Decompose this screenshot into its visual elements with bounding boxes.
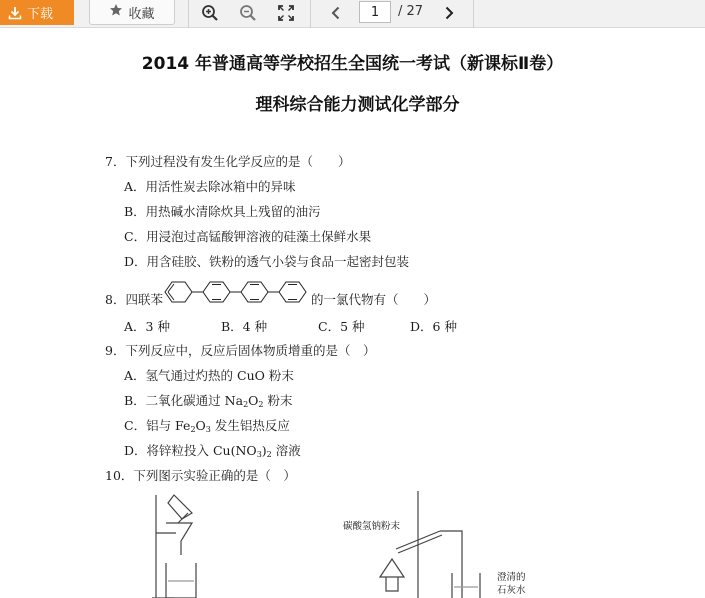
option-text: D．将锌粒投入 Cu(NO	[124, 443, 257, 458]
question-9-option-c	[124, 416, 290, 434]
question-9-option-a: A．氢气通过灼热的 CuO 粉末	[124, 368, 294, 383]
zoom-in-icon[interactable]	[199, 2, 221, 24]
subscript: 2	[258, 400, 264, 409]
question-8-stem-prefix: 8．四联苯	[105, 292, 163, 307]
question-9-stem: 9．下列反应中，反应后固体物质增重的是（ ）	[105, 343, 376, 358]
subscript: 2	[266, 450, 272, 459]
question-8-stem-suffix: 的一氯代物有（ ）	[311, 292, 437, 307]
option-text: 粉末	[263, 393, 293, 408]
page-total: / 27	[398, 4, 424, 19]
viewer-toolbar	[0, 0, 705, 28]
toolbar-divider	[473, 0, 474, 28]
download-button[interactable]	[0, 0, 74, 25]
question-8-option-c: C．5 种	[318, 319, 365, 334]
page-title: 2014 年普通高等学校招生全国统一考试（新课标Ⅱ卷）	[141, 54, 564, 74]
subscript: 2	[190, 425, 196, 434]
favorite-label: 收藏	[128, 6, 155, 22]
question-10-stem: 10．下列图示实验正确的是（ ）	[105, 468, 296, 483]
question-7-option-b: B．用热碱水清除炊具上残留的油污	[124, 204, 321, 219]
toolbar-divider	[310, 0, 311, 28]
download-icon	[8, 6, 22, 20]
option-text: 发生铝热反应	[210, 418, 290, 433]
filtration-apparatus-figure	[148, 493, 208, 598]
option-text: O	[248, 393, 259, 408]
zoom-out-icon[interactable]	[237, 2, 259, 24]
question-8-option-b: B．4 种	[221, 319, 268, 334]
toolbar-divider	[188, 0, 189, 28]
subscript: 3	[205, 425, 211, 434]
next-page-icon[interactable]	[438, 2, 460, 24]
figure-label-limewater: 石灰水	[497, 585, 526, 596]
figure-label-clear: 澄清的	[497, 572, 526, 583]
option-text: )	[261, 443, 267, 458]
question-8-option-a: A．3 种	[124, 319, 170, 334]
favorite-button[interactable]	[89, 0, 175, 25]
subscript: 2	[243, 400, 249, 409]
page-subtitle: 理科综合能力测试化学部分	[255, 95, 460, 115]
star-icon	[109, 3, 123, 21]
option-text: C．铝与 Fe	[124, 418, 191, 433]
question-7-option-c: C．用浸泡过高锰酸钾溶液的硅藻土保鲜水果	[124, 229, 372, 244]
page-number-input[interactable]	[359, 1, 391, 23]
option-text: B．二氧化碳通过 Na	[124, 393, 244, 408]
figure-label-sodium-bicarbonate: 碳酸氢钠粉末	[343, 521, 401, 532]
subscript: 3	[256, 450, 262, 459]
question-7-option-d: D．用含硅胶、铁粉的透气小袋与食品一起密封包装	[124, 254, 410, 269]
document-page	[0, 29, 705, 598]
download-label: 下载	[27, 7, 54, 22]
question-9-option-b	[124, 391, 292, 409]
fullscreen-icon[interactable]	[275, 2, 297, 24]
option-text: O	[195, 418, 206, 433]
question-7-stem: 7．下列过程没有发生化学反应的是（ ）	[105, 154, 351, 169]
quaterphenyl-structure	[163, 279, 311, 309]
prev-page-icon[interactable]	[325, 2, 347, 24]
question-9-option-d	[124, 441, 301, 459]
question-8-option-d: D．6 种	[410, 319, 457, 334]
option-text: 溶液	[271, 443, 301, 458]
question-7-option-a: A．用活性炭去除冰箱中的异味	[124, 179, 296, 194]
